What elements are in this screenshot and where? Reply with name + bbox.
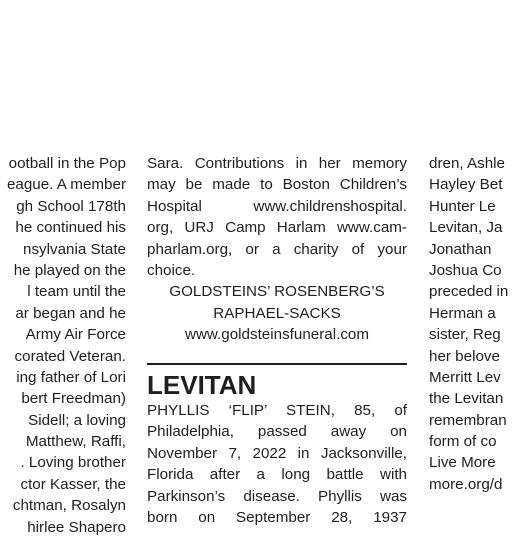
- text-line: dren, Ashle: [429, 155, 505, 172]
- text-line: ctor Kasser, the: [20, 475, 126, 493]
- text-line: her belove: [429, 347, 500, 365]
- text-line: Florida after a long battle with: [147, 466, 407, 484]
- text-line: Live More: [429, 454, 496, 472]
- text-line: may be made to Boston Children’s: [147, 176, 407, 194]
- text-line: he continued his: [15, 219, 126, 237]
- funeral-home-name: RAPHAEL-SACKS: [213, 304, 341, 322]
- text-line: Sidell; a loving: [28, 411, 126, 429]
- levitan-obituary-body: [147, 400, 407, 528]
- funeral-home-url: www.goldsteinsfuneral.com: [184, 326, 370, 344]
- text-line: Philadelphia, passed away on: [147, 423, 407, 441]
- funeral-home-name: GOLDSTEINS’ ROSENBERG’S: [169, 283, 385, 301]
- text-line: nsylvania State: [23, 240, 126, 258]
- text-line: Levitan, Ja: [429, 219, 503, 237]
- middle-column: [147, 153, 407, 346]
- text-line: choice.: [147, 261, 196, 279]
- text-line: Matthew, Raffi,: [25, 433, 126, 451]
- text-line: Army Air Force: [25, 326, 126, 344]
- text-line: Sara. Contributions in her memory: [147, 155, 407, 172]
- text-line: remembran: [429, 411, 507, 429]
- text-line: pharlam.org, or a charity of your: [147, 240, 407, 258]
- text-line: gh School 178th: [16, 197, 126, 215]
- text-line: ar began and he: [15, 304, 126, 322]
- text-line: Parkinson’s disease. Phyllis was: [147, 487, 407, 505]
- text-line: sister, Reg: [429, 326, 501, 344]
- text-line: Joshua Co: [429, 261, 502, 279]
- text-line: the Levitan: [429, 390, 504, 408]
- text-line: hirlee Shapero: [27, 518, 126, 536]
- text-line: eague. A member: [6, 176, 126, 194]
- left-column: [0, 153, 126, 538]
- text-line: preceded in: [429, 283, 509, 301]
- text-line: ootball in the Pop: [8, 155, 126, 172]
- text-line: form of co: [429, 433, 497, 451]
- text-line: November 7, 2022 in Jacksonville,: [147, 444, 407, 462]
- text-line: born on September 28, 1937: [147, 508, 407, 526]
- text-line: Hunter Le: [429, 197, 496, 215]
- text-line: Merritt Lev: [429, 368, 501, 386]
- text-line: l team until the: [27, 283, 126, 301]
- obituary-surname-heading: LEVITAN: [147, 370, 257, 400]
- text-line: org, URJ Camp Harlam www.cam-: [147, 219, 407, 237]
- text-line: ing father of Lori: [16, 368, 126, 386]
- text-line: more.org/d: [429, 475, 503, 493]
- text-line: Hospital www.childrenshospital.: [147, 197, 407, 215]
- text-line: PHYLLIS ‘FLIP’ STEIN, 85, of: [147, 402, 407, 419]
- text-line: bert Freedman): [21, 390, 126, 408]
- text-line: . Loving brother: [20, 454, 126, 472]
- text-line: chtman, Rosalyn: [12, 497, 126, 515]
- section-divider: [147, 363, 407, 365]
- text-line: corated Veteran.: [14, 347, 126, 365]
- text-line: Herman a: [429, 304, 496, 322]
- text-line: Jonathan: [429, 240, 492, 258]
- text-line: he played on the: [13, 261, 126, 279]
- text-line: Hayley Bet: [429, 176, 503, 194]
- right-column: [429, 153, 512, 495]
